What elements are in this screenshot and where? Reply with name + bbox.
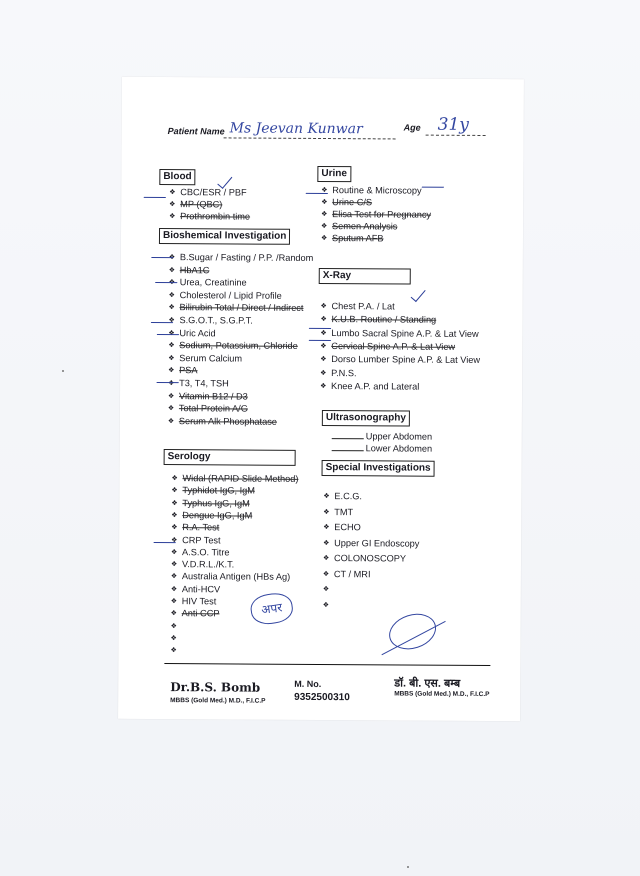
bullet-icon: ❖ <box>321 222 328 231</box>
serology-list-item <box>170 644 181 657</box>
mobile-number-label: M. No. <box>294 678 322 690</box>
xray-item-label: Chest P.A. / Lat <box>331 301 395 312</box>
special-list-item <box>323 521 361 534</box>
section-title-biochemical: Bioshemical Investigation <box>159 228 290 245</box>
bullet-icon: ❖ <box>168 367 175 375</box>
pen-tick-mark <box>157 326 182 335</box>
serology-item-label: Typhus IgG, IgM <box>182 497 250 509</box>
xray-list-item <box>321 300 395 313</box>
biochem-item-label: Cholesterol / Lipid Profile <box>179 289 282 301</box>
xray-item-label: Lumbo Sacral Spine A.P. & Lat View <box>331 327 479 339</box>
xray-list-item <box>320 380 419 394</box>
bullet-icon: ❖ <box>320 302 327 311</box>
bullet-icon: ❖ <box>170 634 177 643</box>
doctor-signature <box>385 608 441 655</box>
bullet-icon: ❖ <box>320 329 327 337</box>
serology-item-label: Dengue IgG, IgM <box>182 510 253 521</box>
age-value: 31y <box>437 114 469 135</box>
xray-list-item <box>320 313 436 327</box>
doctor-qualification: MBBS (Gold Med.) M.D., F.I.C.P <box>170 697 266 705</box>
xray-item-label: Knee A.P. and Lateral <box>331 380 420 392</box>
bullet-icon: ❖ <box>167 417 175 425</box>
bullet-icon: ❖ <box>322 601 330 609</box>
serology-item-label: Anti CCP <box>181 608 220 619</box>
bullet-icon: ❖ <box>171 536 178 544</box>
blood-list-item <box>169 210 250 223</box>
bullet-icon: ❖ <box>168 266 176 274</box>
serology-list-item <box>171 583 220 596</box>
special-item-label: COLONOSCOPY <box>333 553 407 564</box>
urine-list-item <box>321 232 384 245</box>
special-list-item <box>323 568 371 581</box>
pen-tick-mark <box>151 314 176 323</box>
patient-name-label: Patient Name <box>167 126 225 137</box>
biochem-item-label: B.Sugar / Fasting / P.P. /Random <box>179 252 314 263</box>
bullet-icon: ❖ <box>170 647 177 655</box>
special-item-label: Upper GI Endoscopy <box>334 537 420 549</box>
serology-item-label: CRP Test <box>182 534 221 545</box>
biochem-list-item <box>168 415 277 429</box>
scan-speck <box>62 370 64 372</box>
urine-item-label: Sputum AFB <box>331 233 384 244</box>
xray-list-item <box>320 340 455 354</box>
urine-item-label: Urine C/S <box>332 197 373 208</box>
bullet-icon: ❖ <box>320 342 327 350</box>
biochem-item-label: HbA1C <box>179 264 210 275</box>
bullet-icon: ❖ <box>170 610 177 618</box>
patient-name-line <box>224 137 396 139</box>
bullet-icon: ❖ <box>323 555 330 563</box>
serology-item-label: Anti-HCV <box>181 583 221 595</box>
pen-check-mark <box>411 286 426 302</box>
age-line <box>426 135 486 136</box>
patient-name-value: Ms Jeevan Kunwar <box>229 120 363 138</box>
urine-item-label: Semen Analysis <box>332 221 398 232</box>
biochem-item-label: Sodium, Potassium, Chloride <box>179 340 298 352</box>
bullet-icon: ❖ <box>171 499 178 507</box>
bullet-icon: ❖ <box>320 382 327 390</box>
biochem-item-label: Total Protein A/G <box>178 403 248 414</box>
special-list-item <box>323 552 406 566</box>
serology-list-item <box>171 607 220 620</box>
xray-item-label: K.U.B. Routine / Standing <box>331 314 437 325</box>
blood-item-label: CBC/ESR / PBF <box>180 187 247 198</box>
xray-list-item <box>320 353 480 367</box>
prescription-sheet <box>118 77 524 721</box>
bullet-icon: ❖ <box>170 561 178 569</box>
usg-lower-blank <box>332 450 364 451</box>
special-item-label: CT / MRI <box>333 568 371 579</box>
bullet-icon: ❖ <box>171 511 178 520</box>
bullet-icon: ❖ <box>168 279 176 287</box>
section-title-serology: Serology <box>164 449 296 466</box>
biochem-item-label: Uric Acid <box>179 327 216 338</box>
special-item-label: ECHO <box>334 522 361 533</box>
serology-item-label: V.D.R.L./K.T. <box>181 559 235 570</box>
bullet-icon: ❖ <box>168 329 175 337</box>
urine-item-label: Elisa Test for Pregnancy <box>332 209 432 220</box>
section-title-blood: Blood <box>159 169 195 185</box>
bullet-icon: ❖ <box>167 392 175 400</box>
scan-speck <box>407 866 409 868</box>
pen-tick-mark <box>306 185 331 194</box>
usg-upper-abdomen: Upper Abdomen <box>365 431 433 442</box>
special-list-item <box>323 490 362 503</box>
special-item-label: TMT <box>334 506 354 517</box>
serology-list-item <box>171 595 217 608</box>
bullet-icon: ❖ <box>168 291 175 299</box>
pen-tick-mark <box>422 179 447 188</box>
pen-tick-mark <box>153 534 178 543</box>
bullet-icon: ❖ <box>320 234 328 243</box>
bullet-icon: ❖ <box>323 524 330 532</box>
serology-item-label: HIV Test <box>181 596 217 607</box>
pen-tick-mark <box>309 320 334 329</box>
serology-item-label: Widal (RAPID Slide Method) <box>182 473 299 484</box>
bullet-icon: ❖ <box>323 508 330 516</box>
pen-tick-mark <box>309 332 334 341</box>
bullet-icon: ❖ <box>170 622 177 630</box>
xray-item-label: P.N.S. <box>331 367 357 378</box>
xray-list-item <box>320 366 356 379</box>
bullet-icon: ❖ <box>171 487 178 495</box>
biochem-item-label: PSA <box>179 365 198 376</box>
biochem-list-item <box>168 402 248 415</box>
pen-tick-mark <box>155 274 180 283</box>
bullet-icon: ❖ <box>168 342 175 350</box>
section-title-special-investigations: Special Investigations <box>322 460 435 477</box>
serology-list-item <box>171 521 219 534</box>
bullet-icon: ❖ <box>171 548 178 556</box>
section-title-urine: Urine <box>317 166 351 182</box>
bullet-icon: ❖ <box>321 210 328 219</box>
serology-item-label: A.S.O. Titre <box>182 546 230 558</box>
bullet-icon: ❖ <box>169 189 176 197</box>
bullet-icon: ❖ <box>168 380 175 388</box>
biochem-list-item <box>168 352 242 365</box>
blood-item-label: Prothrombin time <box>180 211 251 222</box>
section-title-xray: X-Ray <box>319 268 411 285</box>
footer-divider <box>164 663 490 666</box>
xray-list-item <box>320 327 478 341</box>
mobile-number-value: 9352500310 <box>294 691 350 704</box>
doctor-name-hindi: डॉ. बी. एस. बम्ब <box>394 677 461 690</box>
xray-item-label: Cervical Spine A.P. & Lat View <box>331 340 456 352</box>
pen-tick-mark <box>156 374 181 383</box>
bullet-icon: ❖ <box>171 524 178 532</box>
biochem-list-item <box>169 276 247 289</box>
bullet-icon: ❖ <box>168 254 176 262</box>
bullet-icon: ❖ <box>323 493 330 501</box>
bullet-icon: ❖ <box>170 585 178 593</box>
bullet-icon: ❖ <box>169 201 176 209</box>
pen-tick-mark <box>151 249 176 258</box>
blood-item-label: MP (QBC) <box>180 199 223 210</box>
hindi-stamp: अपर <box>249 591 295 626</box>
serology-list-item <box>170 632 181 645</box>
biochem-item-label: Serum Calcium <box>179 352 243 364</box>
biochem-item-label: Serum Alk Phosphatase <box>178 415 277 427</box>
special-list-item <box>323 599 334 612</box>
bullet-icon: ❖ <box>320 316 327 324</box>
bullet-icon: ❖ <box>320 369 327 377</box>
biochem-list-item <box>168 390 248 403</box>
bullet-icon: ❖ <box>169 213 176 221</box>
special-list-item <box>323 506 353 519</box>
usg-upper-blank <box>332 438 364 439</box>
serology-list-item <box>171 620 182 633</box>
bullet-icon: ❖ <box>168 354 175 362</box>
bullet-icon: ❖ <box>321 186 328 195</box>
biochem-item-label: T3, T4, TSH <box>179 378 229 389</box>
biochem-item-label: Urea, Creatinine <box>179 277 247 288</box>
biochem-list-item <box>168 339 298 353</box>
bullet-icon: ❖ <box>322 586 330 594</box>
bullet-icon: ❖ <box>170 598 178 606</box>
bullet-icon: ❖ <box>170 573 178 581</box>
serology-list-item <box>171 534 221 547</box>
age-label: Age <box>403 122 421 133</box>
special-list-item <box>323 583 334 596</box>
xray-item-label: Dorso Lumber Spine A.P. & Lat View <box>331 354 481 366</box>
bullet-icon: ❖ <box>168 317 175 325</box>
biochem-item-label: S.G.O.T., S.G.P.T. <box>179 315 253 326</box>
bullet-icon: ❖ <box>323 539 330 547</box>
biochem-item-label: Bilirubin Total / Direct / Indirect <box>179 302 304 314</box>
biochem-list-item <box>169 289 282 303</box>
biochem-item-label: Vitamin B12 / D3 <box>178 390 248 402</box>
doctor-name: Dr.B.S. Bomb <box>170 680 261 695</box>
serology-item-label: Typhidot IgG, IgM <box>182 485 255 496</box>
special-item-label: E.C.G. <box>334 491 363 502</box>
bullet-icon: ❖ <box>322 570 330 578</box>
doctor-qualification-hindi: MBBS (Gold Med.) M.D., F.I.C.P <box>394 690 490 699</box>
pen-tick-mark <box>144 189 169 198</box>
bullet-icon: ❖ <box>320 356 327 364</box>
usg-lower-abdomen: Lower Abdomen <box>365 443 433 454</box>
serology-item-label: R.A. Test <box>182 522 220 533</box>
bullet-icon: ❖ <box>321 198 328 207</box>
urine-item-label: Routine & Microscopy <box>332 185 422 196</box>
bullet-icon: ❖ <box>171 475 178 483</box>
serology-item-label: Australia Antigen (HBs Ag) <box>181 571 291 583</box>
special-list-item <box>323 537 419 551</box>
section-title-ultrasonography: Ultrasonography <box>322 410 410 427</box>
bullet-icon: ❖ <box>167 405 175 413</box>
bullet-icon: ❖ <box>168 304 175 312</box>
